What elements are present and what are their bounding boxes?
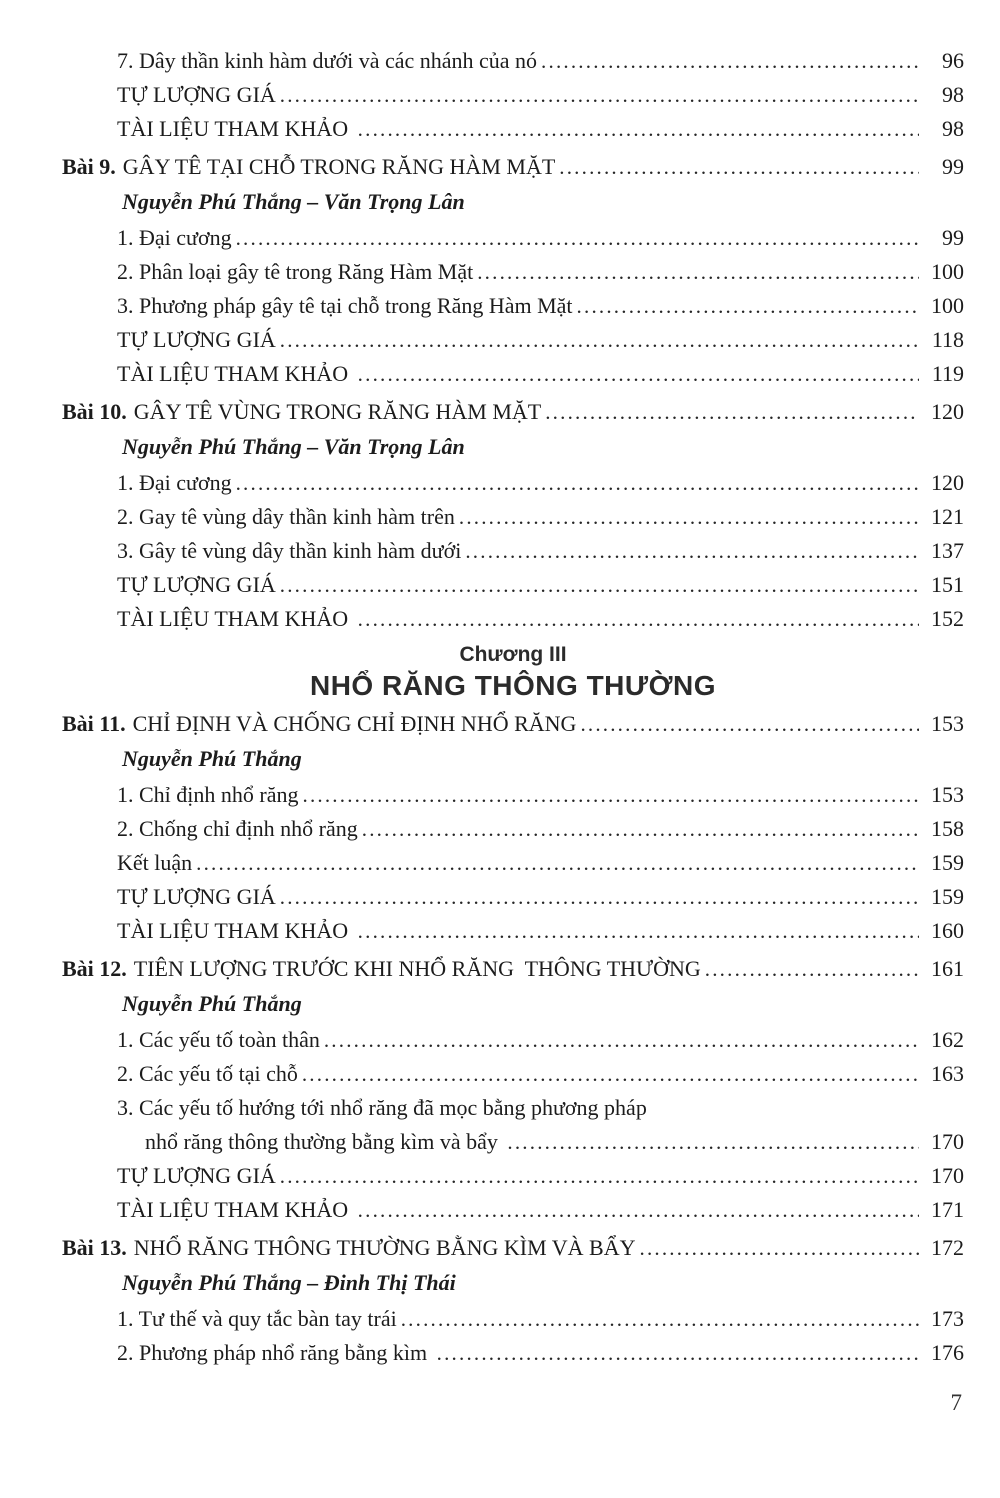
toc-entry-item [62, 289, 964, 323]
entry-label: 1. Đại cương [117, 225, 232, 250]
dot-leader [358, 602, 919, 636]
entry-label: 2. Chống chỉ định nhổ răng [117, 816, 358, 841]
entry-label: Kết luận [117, 850, 193, 875]
entry-label: Nguyễn Phú Thắng – Văn Trọng Lân [122, 434, 465, 459]
entry-label: Nguyễn Phú Thắng – Văn Trọng Lân [122, 189, 465, 214]
entry-label: 2. Gay tê vùng dây thần kinh hàm trên [117, 504, 455, 529]
dot-leader [577, 289, 919, 323]
toc-entry-item-continuation [62, 1125, 964, 1159]
dot-leader [580, 707, 919, 741]
entry-label: 1. Các yếu tố toàn thân [117, 1027, 320, 1052]
entry-label: 2. Phân loại gây tê trong Răng Hàm Mặt [117, 259, 474, 284]
toc-entry-item [62, 78, 964, 112]
toc-entry-item [62, 602, 964, 636]
dot-leader [280, 78, 919, 112]
toc-entry-item [62, 1336, 964, 1370]
entry-page-number: 162 [931, 1027, 964, 1052]
dot-leader [303, 778, 920, 812]
entry-label: NHỔ RĂNG THÔNG THƯỜNG BẰNG KÌM VÀ BẨY [133, 1235, 636, 1260]
dot-leader [196, 846, 919, 880]
entry-page-number: 118 [931, 327, 964, 352]
dot-leader [358, 1193, 919, 1227]
toc-entry-item [62, 778, 964, 812]
toc-entry-author [62, 987, 964, 1021]
entry-label: 1. Chỉ định nhổ răng [117, 782, 299, 807]
chapter-title [62, 669, 964, 702]
entry-page-number: 121 [931, 504, 964, 529]
toc-entry-item [62, 466, 964, 500]
entry-page-number: 160 [931, 918, 964, 943]
entry-page-number: 172 [931, 1235, 964, 1260]
entry-page-number: 163 [931, 1061, 964, 1086]
entry-label: 2. Phương pháp nhổ răng bằng kìm [117, 1340, 433, 1365]
toc-entry-item [62, 255, 964, 289]
entry-label: CHỈ ĐỊNH VÀ CHỐNG CHỈ ĐỊNH NHỔ RĂNG [132, 711, 577, 736]
table-of-contents [62, 44, 964, 1370]
entry-label: Nguyễn Phú Thắng – Đinh Thị Thái [122, 1270, 456, 1295]
toc-entry-item [62, 112, 964, 146]
entry-page-number: 161 [931, 956, 964, 981]
entry-prefix: Bài 13. [62, 1235, 127, 1260]
dot-leader [280, 323, 919, 357]
entry-page-number: 120 [931, 399, 964, 424]
entry-page-number: 151 [931, 572, 964, 597]
toc-entry-item [62, 914, 964, 948]
entry-label: nhổ răng thông thường bằng kìm và bẩy [145, 1129, 504, 1154]
entry-page-number: 99 [942, 225, 964, 250]
dot-leader [358, 112, 919, 146]
dot-leader [401, 1302, 919, 1336]
dot-leader [280, 880, 919, 914]
toc-entry-lesson [62, 150, 964, 184]
dot-leader [705, 952, 919, 986]
entry-prefix: Bài 10. [62, 399, 127, 424]
entry-page-number: 170 [931, 1129, 964, 1154]
entry-label: 2. Các yếu tố tại chỗ [117, 1061, 298, 1086]
entry-label: 3. Gây tê vùng dây thần kinh hàm dưới [117, 538, 462, 563]
entry-prefix: Bài 9. [62, 154, 116, 179]
entry-page-number: 158 [931, 816, 964, 841]
entry-label: 1. Đại cương [117, 470, 232, 495]
dot-leader [465, 534, 919, 568]
entry-page-number: 100 [931, 293, 964, 318]
dot-leader [545, 395, 919, 429]
toc-entry-item [62, 1023, 964, 1057]
toc-entry-item [62, 1057, 964, 1091]
entry-page-number: 173 [931, 1306, 964, 1331]
toc-entry-item [62, 221, 964, 255]
dot-leader [236, 466, 919, 500]
dot-leader [362, 812, 919, 846]
entry-page-number: 120 [931, 470, 964, 495]
entry-page-number: 137 [931, 538, 964, 563]
entry-page-number: 176 [931, 1340, 964, 1365]
entry-page-number: 96 [942, 48, 964, 73]
dot-leader [507, 1125, 919, 1159]
entry-label: NHỔ RĂNG THÔNG THƯỜNG [309, 670, 717, 701]
toc-entry-author [62, 742, 964, 776]
entry-label: TÀI LIỆU THAM KHẢO [117, 116, 354, 141]
entry-label: TÀI LIỆU THAM KHẢO [117, 606, 354, 631]
toc-entry-item [62, 1193, 964, 1227]
entry-label: GÂY TÊ VÙNG TRONG RĂNG HÀM MẶT [133, 399, 542, 424]
entry-label: 1. Tư thế và quy tắc bàn tay trái [117, 1306, 397, 1331]
entry-label: Nguyễn Phú Thắng [122, 746, 302, 771]
toc-entry-item [62, 812, 964, 846]
chapter-kicker [62, 641, 964, 669]
dot-leader [302, 1057, 919, 1091]
entry-label: Chương III [459, 643, 567, 666]
entry-page-number: 98 [942, 116, 964, 141]
toc-entry-lesson [62, 1231, 964, 1265]
toc-entry-item [62, 534, 964, 568]
dot-leader [358, 914, 919, 948]
entry-page-number: 152 [931, 606, 964, 631]
entry-label: Nguyễn Phú Thắng [122, 991, 302, 1016]
toc-entry-lesson [62, 707, 964, 741]
dot-leader [559, 150, 919, 184]
entry-page-number: 100 [931, 259, 964, 284]
entry-label: TIÊN LƯỢNG TRƯỚC KHI NHỔ RĂNG THÔNG THƯỜNG [133, 956, 701, 981]
toc-entry-item [62, 568, 964, 602]
toc-entry-item [62, 500, 964, 534]
entry-label: TÀI LIỆU THAM KHẢO [117, 361, 354, 386]
entry-page-number: 153 [931, 711, 964, 736]
entry-label: 3. Phương pháp gây tê tại chỗ trong Răng Hàm Mặt [117, 293, 573, 318]
entry-label: TÀI LIỆU THAM KHẢO [117, 918, 354, 943]
toc-entry-lesson [62, 952, 964, 986]
toc-entry-author [62, 185, 964, 219]
entry-label: TỰ LƯỢNG GIÁ [117, 82, 276, 107]
entry-label: TỰ LƯỢNG GIÁ [117, 1163, 276, 1188]
dot-leader [236, 221, 919, 255]
dot-leader [324, 1023, 919, 1057]
entry-page-number: 153 [931, 782, 964, 807]
toc-entry-item [62, 44, 964, 78]
toc-entry-lesson [62, 395, 964, 429]
entry-page-number: 159 [931, 884, 964, 909]
entry-page-number: 119 [931, 361, 964, 386]
entry-label: GÂY TÊ TẠI CHỖ TRONG RĂNG HÀM MẶT [122, 154, 556, 179]
dot-leader [280, 1159, 919, 1193]
entry-label: TỰ LƯỢNG GIÁ [117, 572, 276, 597]
entry-label: TỰ LƯỢNG GIÁ [117, 884, 276, 909]
dot-leader [437, 1336, 919, 1370]
entry-label: 7. Dây thần kinh hàm dưới và các nhánh của nó [117, 48, 538, 73]
entry-page-number: 98 [942, 82, 964, 107]
dot-leader [459, 500, 919, 534]
entry-label: TỰ LƯỢNG GIÁ [117, 327, 276, 352]
dot-leader [358, 357, 919, 391]
entry-prefix: Bài 12. [62, 956, 127, 981]
entry-page-number: 170 [931, 1163, 964, 1188]
toc-entry-item [62, 1091, 964, 1125]
entry-label: TÀI LIỆU THAM KHẢO [117, 1197, 354, 1222]
entry-label: 3. Các yếu tố hướng tới nhổ răng đã mọc bằng phương pháp [117, 1095, 647, 1120]
toc-entry-item [62, 323, 964, 357]
toc-entry-item [62, 846, 964, 880]
toc-entry-author [62, 1266, 964, 1300]
toc-entry-item [62, 880, 964, 914]
entry-page-number: 159 [931, 850, 964, 875]
dot-leader [541, 44, 919, 78]
entry-page-number: 99 [942, 154, 964, 179]
dot-leader [477, 255, 919, 289]
toc-entry-author [62, 430, 964, 464]
dot-leader [280, 568, 919, 602]
toc-entry-item [62, 1159, 964, 1193]
dot-leader [640, 1231, 920, 1265]
toc-entry-item [62, 357, 964, 391]
entry-page-number: 171 [931, 1197, 964, 1222]
toc-entry-item [62, 1302, 964, 1336]
page-number: 7 [950, 1390, 962, 1415]
entry-prefix: Bài 11. [62, 711, 126, 736]
